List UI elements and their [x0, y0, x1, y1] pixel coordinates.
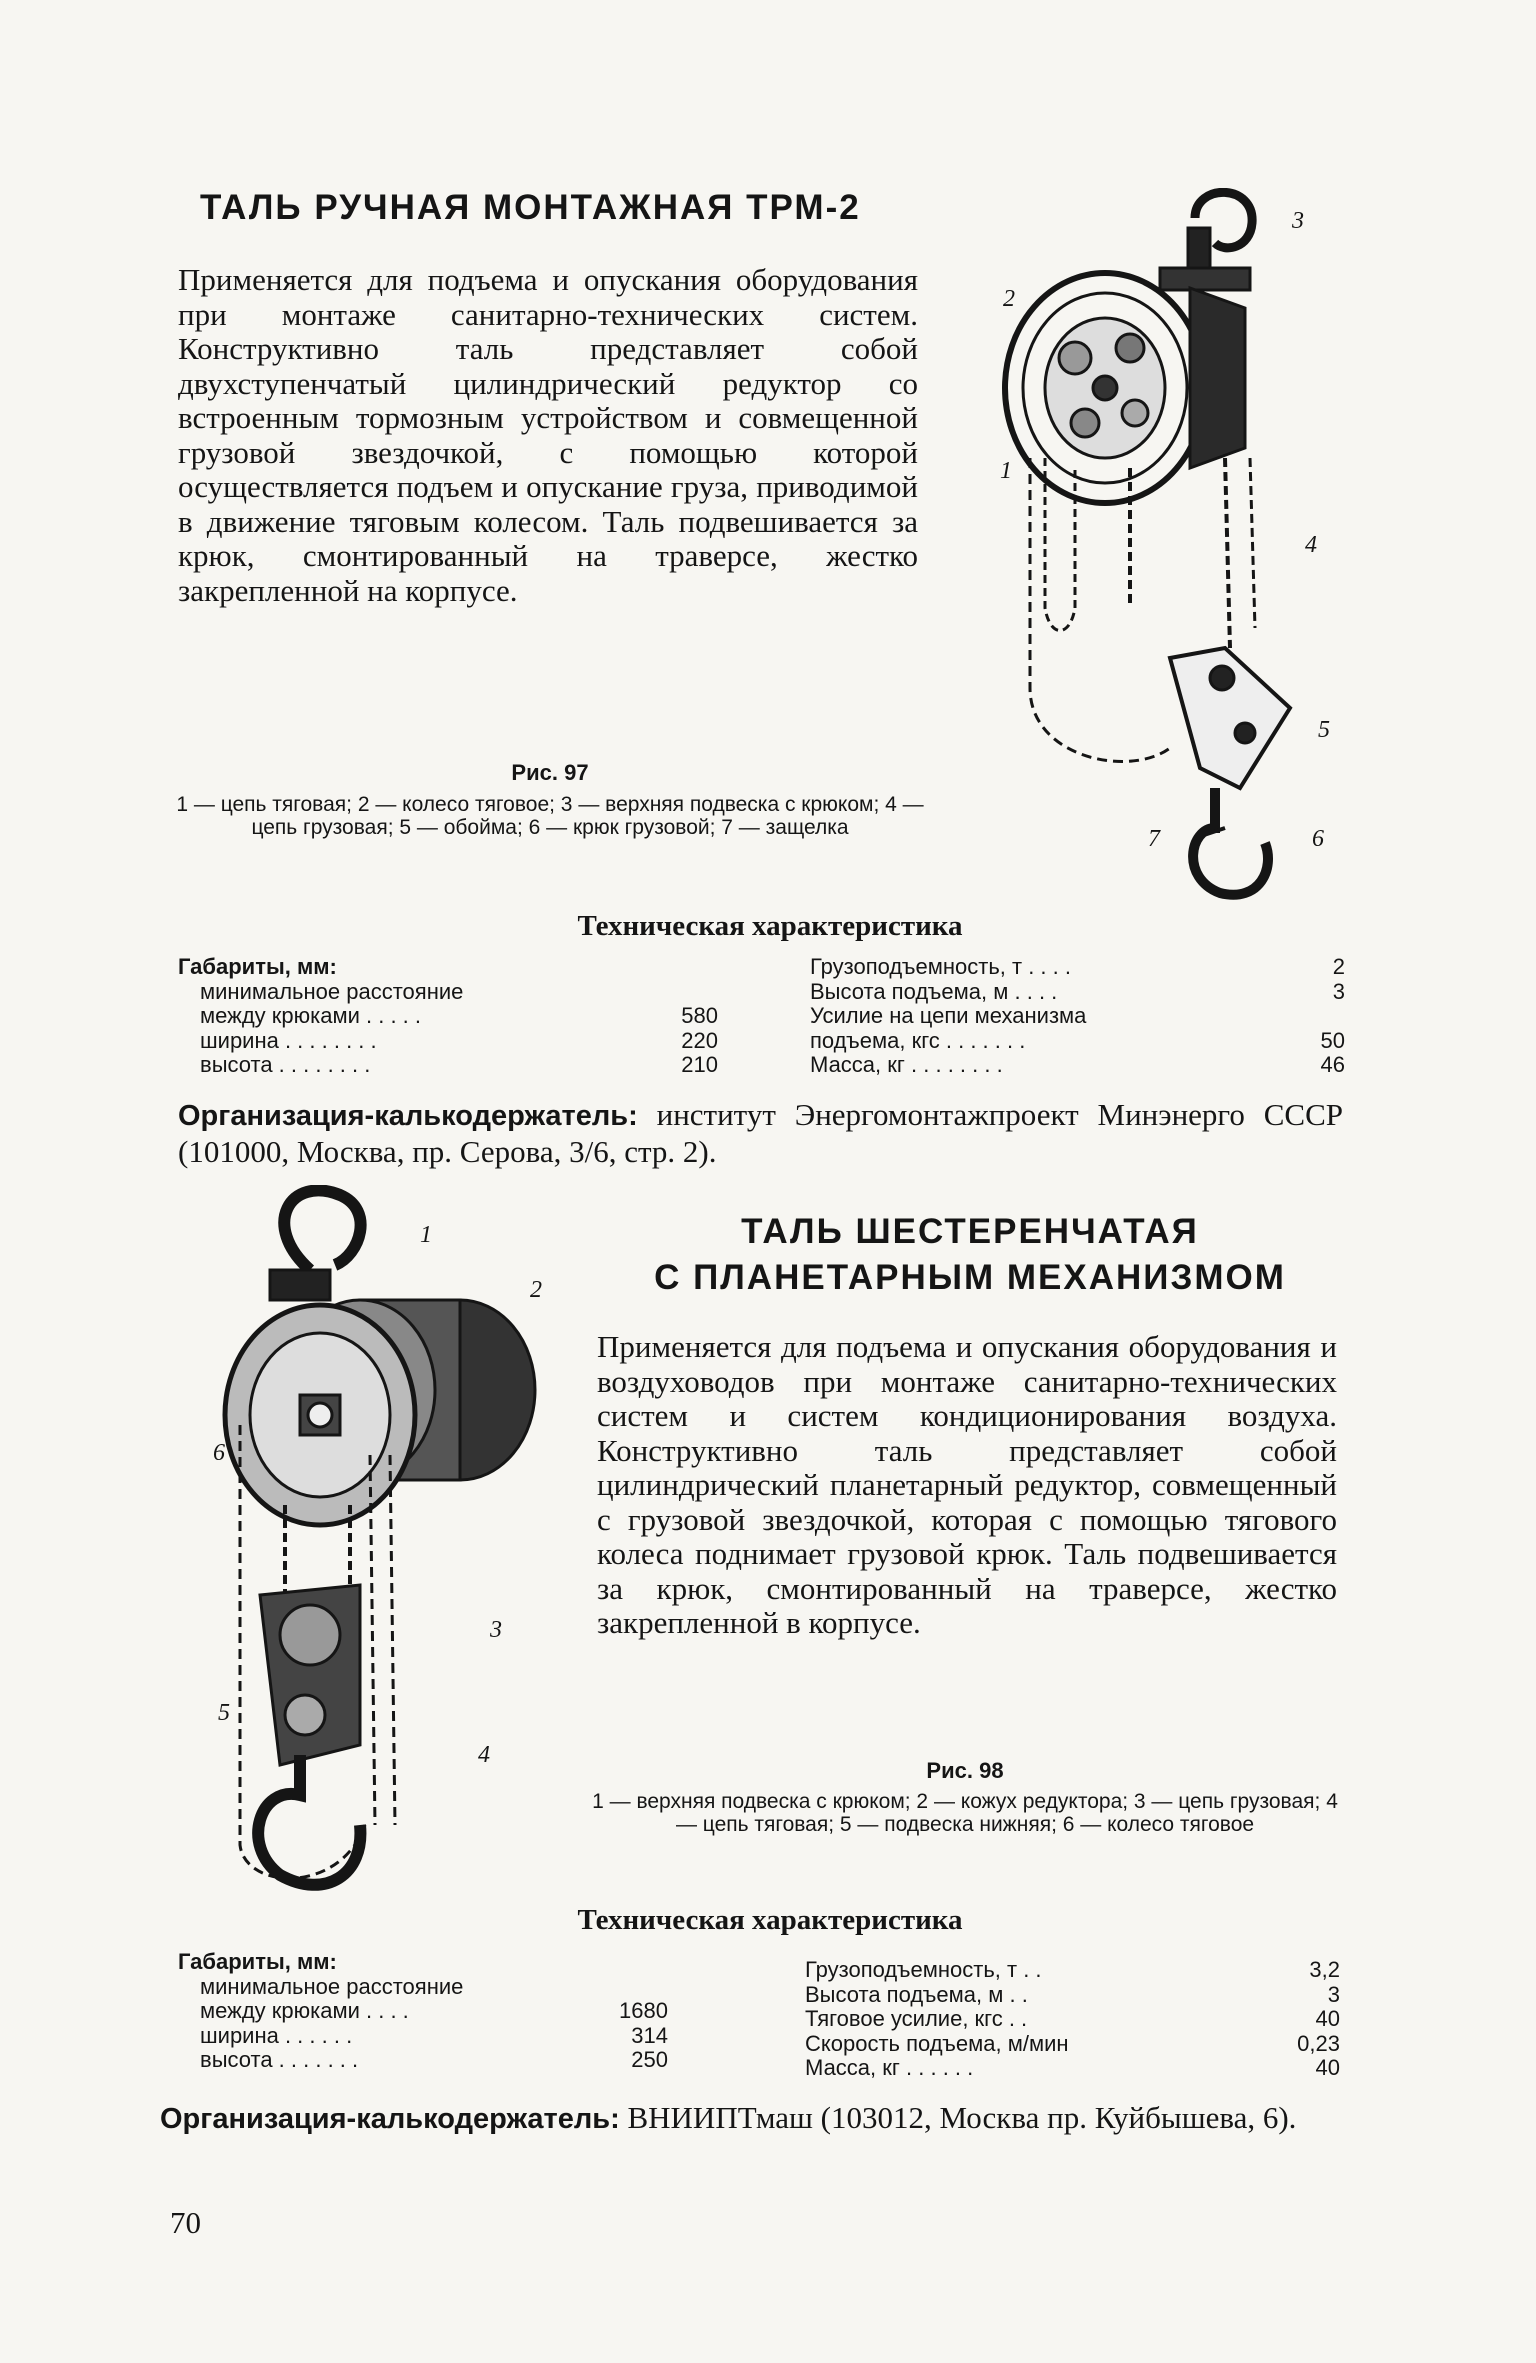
dim-row: высота . . . . . . . 250 [200, 2047, 668, 2072]
dim-row: высота . . . . . . . . 210 [200, 1052, 718, 1077]
section1-tech-title: Техническая характеристика [577, 910, 963, 942]
section1-title: ТАЛЬ РУЧНАЯ МОНТАЖНАЯ ТРМ-2 [200, 188, 861, 227]
fig97-callout-5: 5 [1318, 717, 1330, 743]
fig98-callout-5: 5 [218, 1700, 230, 1726]
org-label: Организация-калькодержатель: [160, 2103, 620, 2135]
spec-row: Масса, кг . . . . . . . . 46 [810, 1052, 1345, 1077]
dims-header: Габариты, мм: [178, 1949, 337, 1974]
section2-title-line1: ТАЛЬ ШЕСТЕРЕНЧАТАЯ [741, 1212, 1199, 1251]
figure-97-caption: Рис. 97 [511, 760, 589, 785]
dim-row: между крюками . . . . 1680 [200, 1998, 668, 2023]
section2-tech-title: Техническая характеристика [577, 1904, 963, 1936]
section2-description: Применяется для подъема и опускания оборудования и воздуховодов при монтаже санитарно-технических систем и систем кондиционирования воздуха. Конструктивно таль представляет собой цилиндрический планетарный редуктор, совмещенный с грузовой звездочкой, которая с помощью тягового колеса поднимает грузовой крюк. Таль подвешивается за крюк, смонтированный на траверсе, жестко закрепленной в корпусе. [597, 1329, 1337, 1640]
fig98-callout-2: 2 [530, 1277, 542, 1303]
org-text: институт Энергомонтажпроект Минэнерго СССР (101000, Москва, пр. Серова, 3/6, стр. 2). [178, 1097, 1344, 1169]
org-label: Организация-калькодержатель: [178, 1100, 638, 1132]
section2-organization [160, 2100, 1340, 2137]
dim-row: между крюками . . . . . 580 [200, 1003, 718, 1028]
fig98-callout-4: 4 [478, 1742, 490, 1768]
section2-dimensions [178, 1950, 668, 2073]
figure-98-caption: Рис. 98 [926, 1758, 1004, 1783]
spec-row: Усилие на цепи механизма [810, 1003, 1087, 1028]
figure-98-hoist-illustration [200, 1185, 560, 1905]
spec-row: подъема, кгс . . . . . . . 50 [810, 1027, 1345, 1053]
section1-description: Применяется для подъема и опускания оборудования при монтаже санитарно-технических систем. Конструктивно таль представляет собой двухступенчатый цилиндрический редуктор со встроенным тормозным устройством и совмещенной грузовой звездочкой, с помощью которой осуществляется подъем и опускание груза, приводимой в движение тяговым колесом. Таль подвешивается за крюк, смонтированный на траверсе, жестко закрепленной на корпусе. [178, 262, 918, 608]
spec-row: Масса, кг . . . . . . 40 [805, 2055, 1340, 2080]
org-text: ВНИИПТмаш (103012, Москва пр. Куйбышева, 6). [627, 2100, 1297, 2135]
figure-97-hoist-illustration [990, 188, 1350, 908]
spec-row: Высота подъема, м . . . . 3 [810, 978, 1345, 1004]
dims-header: Габариты, мм: [178, 954, 337, 979]
spec-row: Высота подъема, м . . 3 [805, 1981, 1340, 2007]
fig97-callout-4: 4 [1305, 532, 1317, 558]
section2-title-line2: С ПЛАНЕТАРНЫМ МЕХАНИЗМОМ [654, 1258, 1286, 1297]
dim-row: минимальное расстояние [200, 1973, 464, 1999]
spec-row: Грузоподъемность, т . . 3,2 [805, 1957, 1340, 1982]
figure-98-legend: 1 — верхняя подвеска с крюком; 2 — кожух редуктора; 3 — цепь грузовая; 4 — цепь тяговая; 5 — подвеска нижняя; 6 — колесо тяговое [592, 1790, 1338, 1836]
figure-97-legend: 1 — цепь тяговая; 2 — колесо тяговое; 3 — верхняя подвеска с крюком; 4 — цепь грузовая; 5 — обойма; 6 — крюк грузовой; 7 — защелка [176, 793, 924, 839]
fig97-callout-7: 7 [1148, 826, 1160, 852]
spec-row: Скорость подъема, м/мин 0,23 [805, 2030, 1340, 2056]
section1-dimensions [178, 955, 718, 1078]
section2-specs [805, 1958, 1340, 2081]
section1-organization [178, 1097, 1343, 1170]
fig97-callout-3: 3 [1292, 208, 1304, 234]
fig97-callout-2: 2 [1003, 286, 1015, 312]
dim-row: ширина . . . . . . 314 [200, 2022, 668, 2048]
page-number: 70 [170, 2205, 201, 2240]
dim-row: минимальное расстояние [200, 978, 464, 1004]
dim-row: ширина . . . . . . . . 220 [200, 1027, 718, 1053]
spec-row: Тяговое усилие, кгс . . 40 [805, 2006, 1340, 2031]
section2-title [600, 1212, 1340, 1298]
spec-row: Грузоподъемность, т . . . . 2 [810, 954, 1345, 979]
section1-specs [810, 955, 1345, 1078]
fig97-callout-1: 1 [1000, 458, 1012, 484]
fig98-callout-6: 6 [213, 1440, 225, 1466]
fig97-callout-6: 6 [1312, 826, 1324, 852]
fig98-callout-1: 1 [420, 1222, 432, 1248]
fig98-callout-3: 3 [490, 1617, 502, 1643]
